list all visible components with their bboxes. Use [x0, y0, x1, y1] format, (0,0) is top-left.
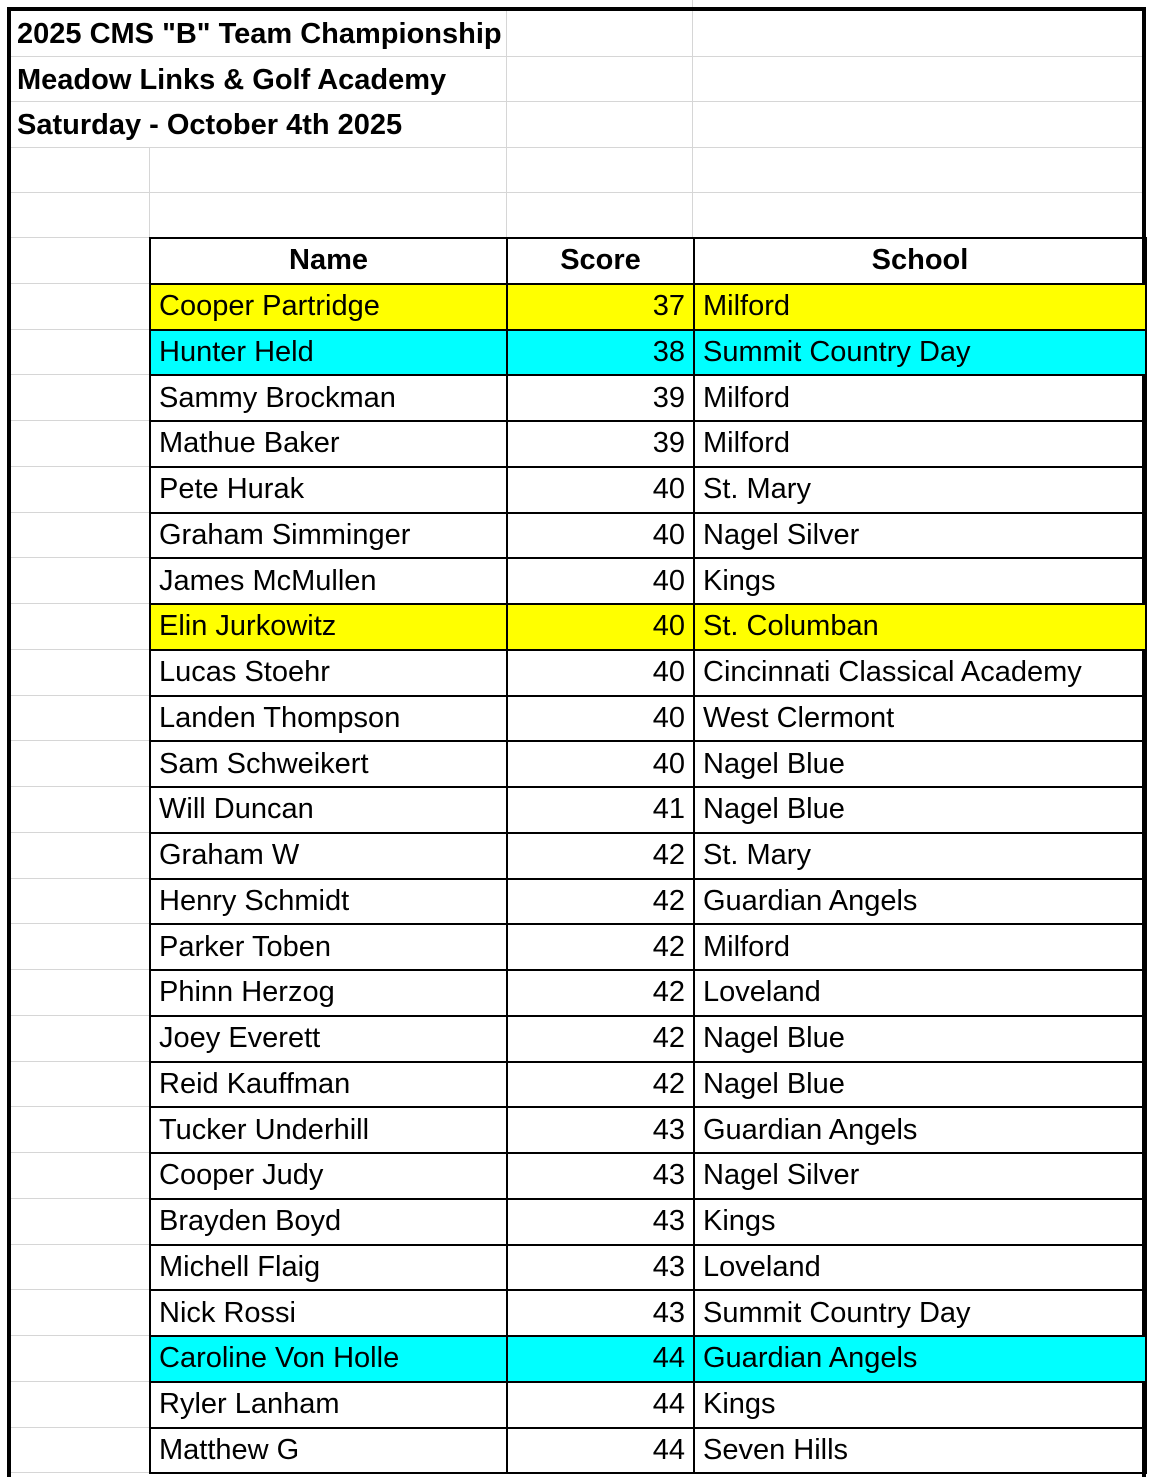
school-cell[interactable]: Guardian Angels — [695, 1337, 1147, 1381]
table-row — [151, 514, 1147, 560]
school-cell[interactable]: Milford — [695, 422, 1147, 466]
school-cell[interactable]: Milford — [695, 925, 1147, 969]
table-row — [151, 285, 1147, 331]
score-cell[interactable]: 39 — [508, 422, 695, 466]
table-row — [151, 1291, 1147, 1337]
name-cell[interactable]: Will Duncan — [151, 788, 508, 832]
table-row — [151, 1383, 1147, 1429]
score-cell[interactable]: 42 — [508, 971, 695, 1015]
name-cell[interactable]: Joey Everett — [151, 1017, 508, 1061]
name-cell[interactable]: Caroline Von Holle — [151, 1337, 508, 1381]
name-cell[interactable]: Sam Schweikert — [151, 742, 508, 786]
school-cell[interactable]: Kings — [695, 559, 1147, 603]
school-cell[interactable]: Milford — [695, 376, 1147, 420]
table-row — [151, 1108, 1147, 1154]
venue-title[interactable]: Meadow Links & Golf Academy — [17, 64, 447, 96]
name-cell[interactable]: Tucker Underhill — [151, 1108, 508, 1152]
score-cell[interactable]: 43 — [508, 1200, 695, 1244]
column-header-name[interactable]: Name — [151, 239, 508, 283]
date-title[interactable]: Saturday - October 4th 2025 — [17, 109, 403, 141]
table-row — [151, 1429, 1147, 1475]
school-cell[interactable]: Guardian Angels — [695, 880, 1147, 924]
score-cell[interactable]: 42 — [508, 880, 695, 924]
school-cell[interactable]: St. Mary — [695, 834, 1147, 878]
school-cell[interactable]: Nagel Silver — [695, 514, 1147, 558]
name-cell[interactable]: Sammy Brockman — [151, 376, 508, 420]
name-cell[interactable]: Matthew G — [151, 1429, 508, 1473]
results-table — [149, 237, 1147, 1474]
column-header-score[interactable]: Score — [508, 239, 695, 283]
name-cell[interactable]: Mathue Baker — [151, 422, 508, 466]
table-row — [151, 834, 1147, 880]
table-row — [151, 697, 1147, 743]
score-cell[interactable]: 40 — [508, 605, 695, 649]
name-cell[interactable]: Pete Hurak — [151, 468, 508, 512]
table-row — [151, 376, 1147, 422]
name-cell[interactable]: Cooper Judy — [151, 1154, 508, 1198]
school-cell[interactable]: Nagel Blue — [695, 1017, 1147, 1061]
score-cell[interactable]: 42 — [508, 1017, 695, 1061]
score-cell[interactable]: 40 — [508, 468, 695, 512]
table-row — [151, 605, 1147, 651]
school-cell[interactable]: St. Columban — [695, 605, 1147, 649]
school-cell[interactable]: Nagel Blue — [695, 1063, 1147, 1107]
name-cell[interactable]: Hunter Held — [151, 331, 508, 375]
table-row — [151, 331, 1147, 377]
school-cell[interactable]: Loveland — [695, 1246, 1147, 1290]
school-cell[interactable]: St. Mary — [695, 468, 1147, 512]
table-row — [151, 742, 1147, 788]
score-cell[interactable]: 44 — [508, 1337, 695, 1381]
table-row — [151, 1246, 1147, 1292]
name-cell[interactable]: Lucas Stoehr — [151, 651, 508, 695]
school-cell[interactable]: West Clermont — [695, 697, 1147, 741]
table-header-row — [151, 239, 1147, 285]
name-cell[interactable]: Henry Schmidt — [151, 880, 508, 924]
name-cell[interactable]: Nick Rossi — [151, 1291, 508, 1335]
name-cell[interactable]: Landen Thompson — [151, 697, 508, 741]
school-cell[interactable]: Nagel Blue — [695, 788, 1147, 832]
score-cell[interactable]: 43 — [508, 1291, 695, 1335]
school-cell[interactable]: Kings — [695, 1383, 1147, 1427]
table-row — [151, 1154, 1147, 1200]
score-cell[interactable]: 40 — [508, 651, 695, 695]
table-row — [151, 880, 1147, 926]
score-cell[interactable]: 39 — [508, 376, 695, 420]
table-row — [151, 1017, 1147, 1063]
name-cell[interactable]: Michell Flaig — [151, 1246, 508, 1290]
score-cell[interactable]: 38 — [508, 331, 695, 375]
table-row — [151, 559, 1147, 605]
championship-title[interactable]: 2025 CMS "B" Team Championship — [17, 18, 502, 50]
table-row — [151, 1200, 1147, 1246]
school-cell[interactable]: Nagel Blue — [695, 742, 1147, 786]
school-cell[interactable]: Loveland — [695, 971, 1147, 1015]
name-cell[interactable]: Parker Toben — [151, 925, 508, 969]
column-header-school[interactable]: School — [695, 239, 1147, 283]
score-cell[interactable]: 43 — [508, 1246, 695, 1290]
school-cell[interactable]: Seven Hills — [695, 1429, 1147, 1473]
score-cell[interactable]: 43 — [508, 1108, 695, 1152]
score-cell[interactable]: 44 — [508, 1383, 695, 1427]
table-body — [151, 285, 1147, 1475]
table-row — [151, 788, 1147, 834]
table-row — [151, 468, 1147, 514]
table-row — [151, 971, 1147, 1017]
name-cell[interactable]: Reid Kauffman — [151, 1063, 508, 1107]
school-cell[interactable]: Cincinnati Classical Academy — [695, 651, 1147, 695]
score-cell[interactable]: 41 — [508, 788, 695, 832]
school-cell[interactable]: Summit Country Day — [695, 1291, 1147, 1335]
school-cell[interactable]: Kings — [695, 1200, 1147, 1244]
score-cell[interactable]: 42 — [508, 1063, 695, 1107]
score-cell[interactable]: 40 — [508, 514, 695, 558]
score-cell[interactable]: 37 — [508, 285, 695, 329]
name-cell[interactable]: Graham W — [151, 834, 508, 878]
name-cell[interactable]: Phinn Herzog — [151, 971, 508, 1015]
name-cell[interactable]: Elin Jurkowitz — [151, 605, 508, 649]
name-cell[interactable]: Ryler Lanham — [151, 1383, 508, 1427]
name-cell[interactable]: Brayden Boyd — [151, 1200, 508, 1244]
school-cell[interactable]: Summit Country Day — [695, 331, 1147, 375]
score-cell[interactable]: 42 — [508, 925, 695, 969]
score-cell[interactable]: 40 — [508, 742, 695, 786]
name-cell[interactable]: Graham Simminger — [151, 514, 508, 558]
table-row — [151, 422, 1147, 468]
table-row — [151, 651, 1147, 697]
school-cell[interactable]: Guardian Angels — [695, 1108, 1147, 1152]
score-cell[interactable]: 40 — [508, 697, 695, 741]
school-cell[interactable]: Nagel Silver — [695, 1154, 1147, 1198]
school-cell[interactable]: Milford — [695, 285, 1147, 329]
table-row — [151, 1337, 1147, 1383]
score-cell[interactable]: 44 — [508, 1429, 695, 1473]
name-cell[interactable]: James McMullen — [151, 559, 508, 603]
name-cell[interactable]: Cooper Partridge — [151, 285, 508, 329]
table-row — [151, 1063, 1147, 1109]
table-row — [151, 925, 1147, 971]
score-cell[interactable]: 42 — [508, 834, 695, 878]
score-cell[interactable]: 43 — [508, 1154, 695, 1198]
score-cell[interactable]: 40 — [508, 559, 695, 603]
